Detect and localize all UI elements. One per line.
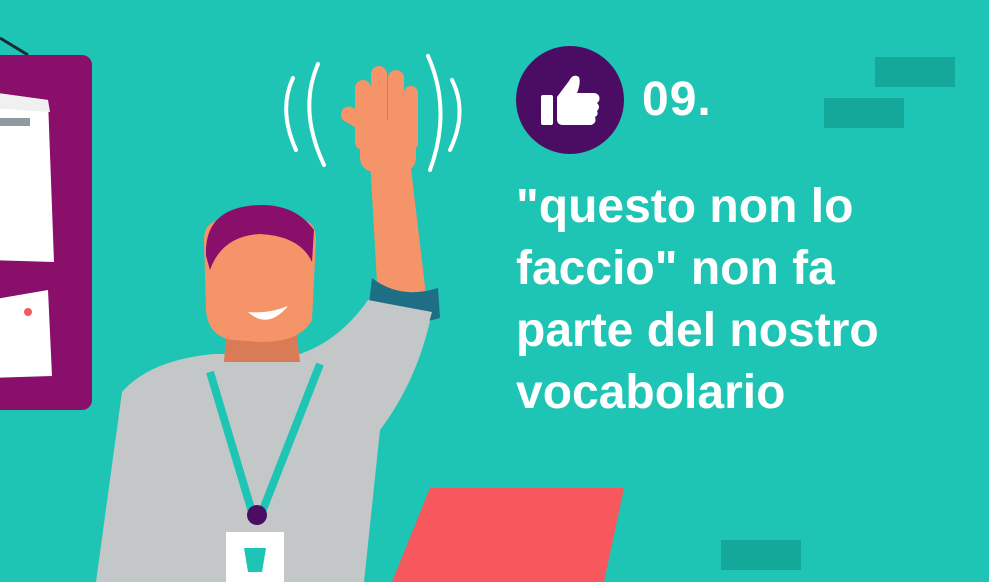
decor-brick: [721, 540, 801, 570]
step-number: 09.: [642, 73, 712, 126]
headline-line: "questo non lo: [516, 180, 854, 233]
board-note: [0, 290, 52, 378]
laptop: [392, 488, 624, 582]
decor-brick: [824, 98, 904, 128]
board-note: [0, 92, 54, 262]
pin: [24, 308, 32, 316]
headline: [516, 176, 976, 424]
headline-line: parte del nostro: [516, 304, 879, 357]
badge: [516, 46, 624, 154]
lanyard-clip: [247, 505, 267, 525]
waving-hand: [338, 66, 418, 172]
decor-brick: [875, 57, 955, 87]
headline-line: vocabolario: [516, 366, 786, 419]
bulletin-board: [0, 55, 92, 410]
thumbs-up-icon: [537, 67, 603, 133]
board-string: [0, 38, 28, 55]
headline-line: faccio" non fa: [516, 242, 835, 295]
